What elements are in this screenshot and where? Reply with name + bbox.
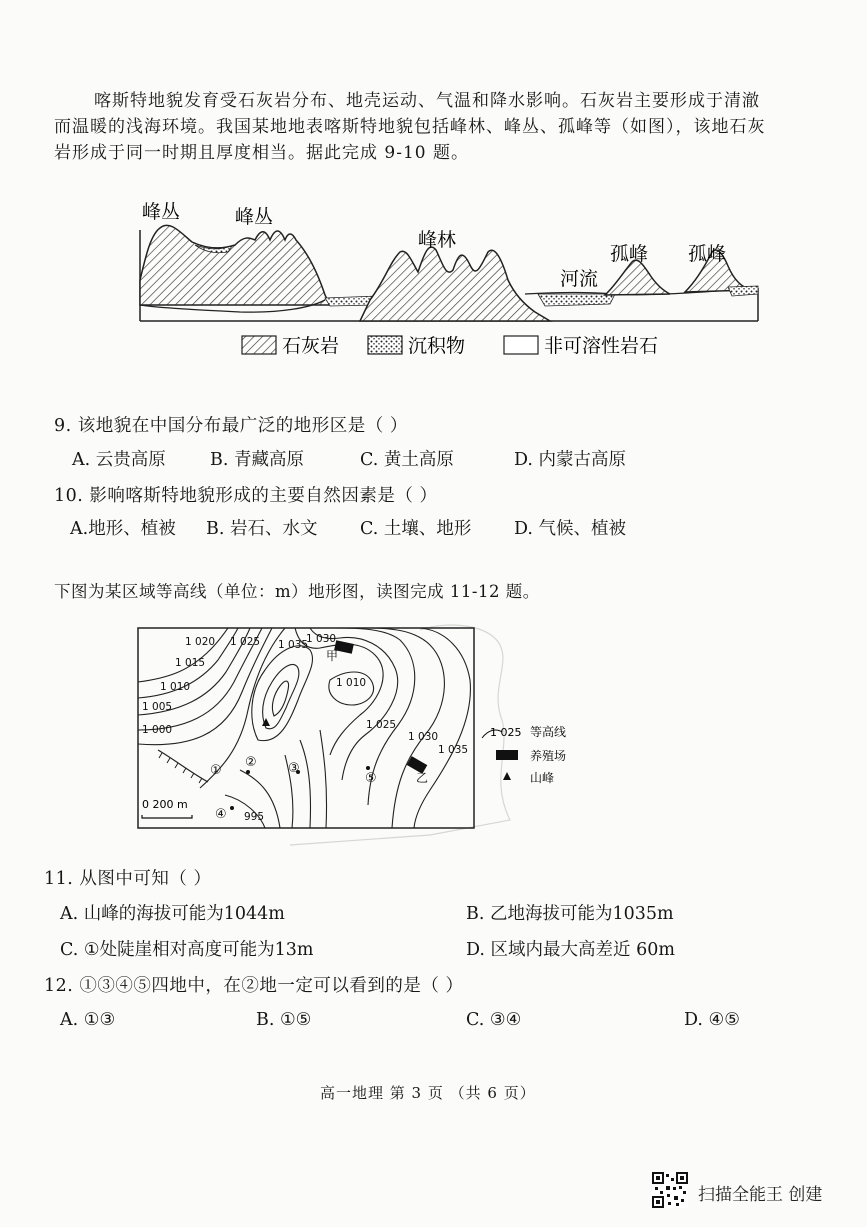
contour-label: 1 030 — [408, 731, 439, 743]
contour-label: 1 025 — [230, 636, 261, 648]
q9-option-d[interactable]: D. 内蒙古高原 — [514, 450, 627, 470]
point-3: ③ — [288, 761, 300, 776]
legend-limestone: 石灰岩 — [282, 335, 340, 357]
q11-option-a[interactable]: A. 山峰的海拔可能为1044m — [60, 904, 285, 924]
q10-option-d[interactable]: D. 气候、植被 — [514, 519, 627, 539]
q9-option-c[interactable]: C. 黄土高原 — [360, 450, 454, 470]
label-gufeng-1: 孤峰 — [610, 243, 649, 265]
contour-legend — [482, 724, 566, 785]
contour-label: 1 015 — [175, 657, 206, 669]
contour-label: 1 025 — [366, 719, 397, 731]
legend-peak-icon — [503, 772, 511, 780]
gufeng-1-limestone — [605, 260, 670, 295]
contour-label: 1 020 — [185, 636, 216, 648]
scale-bar — [142, 815, 192, 818]
intro-line-3: 岩形成于同一时期且厚度相当。据此完成 9-10 题。 — [54, 143, 469, 163]
q12-option-d[interactable]: D. ④⑤ — [684, 1010, 740, 1030]
legend-swatch-nonsoluble — [504, 336, 538, 354]
q11-option-b[interactable]: B. 乙地海拔可能为1035m — [466, 904, 674, 924]
intro-line-2: 而温暖的浅海环境。我国某地地表喀斯特地貌包括峰林、峰丛、孤峰等（如图），该地石灰 — [54, 117, 766, 137]
legend-contour-value: 1 025 — [490, 726, 522, 739]
q12-stem: 12. ①③④⑤四地中，在②地一定可以看到的是（ ） — [44, 976, 464, 996]
fenglin-limestone — [360, 247, 550, 321]
legend-farm-swatch — [496, 750, 518, 760]
intro-contour: 下图为某区域等高线（单位：m）地形图，读图完成 11-12 题。 — [54, 582, 540, 601]
contour-label: 1 005 — [142, 701, 173, 713]
scanner-watermark: 扫描全能王 创建 — [698, 1185, 823, 1205]
legend-swatch-sediment — [368, 336, 402, 354]
contour-label: 1 010 — [160, 681, 191, 693]
q11-stem: 11. 从图中可知（ ） — [44, 869, 212, 889]
point-5: ⑤ — [365, 771, 377, 786]
point-1: ① — [210, 763, 222, 778]
intro-paragraph — [54, 88, 814, 166]
q11-option-d[interactable]: D. 区域内最大高差近 60m — [466, 940, 675, 960]
label-river: 河流 — [560, 268, 599, 290]
point-4: ④ — [215, 807, 227, 822]
q12-option-b[interactable]: B. ①⑤ — [256, 1010, 312, 1030]
label-fengcong-2: 峰丛 — [235, 206, 274, 228]
q9-option-b[interactable]: B. 青藏高原 — [210, 450, 304, 470]
legend-peak: 山峰 — [530, 771, 555, 785]
contour-map — [130, 620, 600, 850]
q12-option-a[interactable]: A. ①③ — [60, 1010, 116, 1030]
q12-option-c[interactable]: C. ③④ — [466, 1010, 522, 1030]
q10-stem: 10. 影响喀斯特地貌形成的主要自然因素是（ ） — [54, 486, 438, 506]
scale-label: 0 200 m — [142, 798, 188, 811]
q11-option-c[interactable]: C. ①处陡崖相对高度可能为13m — [60, 940, 314, 960]
contour-label: 1 035 — [438, 744, 469, 756]
page-footer: 高一地理 第 3 页 （共 6 页） — [320, 1084, 536, 1102]
contour-label: 1 035 — [278, 639, 309, 651]
label-fenglin: 峰林 — [418, 229, 457, 251]
contour-label: 1 030 — [306, 633, 337, 645]
q10-option-b[interactable]: B. 岩石、水文 — [206, 519, 318, 539]
contour-label: 1 010 — [336, 677, 367, 689]
legend-contour: 等高线 — [530, 725, 567, 739]
label-gufeng-2: 孤峰 — [688, 243, 727, 265]
karst-profile-figure — [120, 190, 780, 370]
legend-sediment: 沉积物 — [408, 335, 466, 357]
legend-swatch-limestone — [242, 336, 276, 354]
q10-option-a[interactable]: A.地形、植被 — [70, 519, 176, 539]
q9-option-a[interactable]: A. 云贵高原 — [72, 450, 166, 470]
intro-line-1: 喀斯特地貌发育受石灰岩分布、地壳运动、气温和降水影响。石灰岩主要形成于清澈 — [94, 91, 760, 111]
legend-nonsoluble: 非可溶性岩石 — [544, 335, 659, 357]
q9-stem: 9. 该地貌在中国分布最广泛的地形区是（ ） — [54, 416, 408, 436]
q10-option-c[interactable]: C. 土壤、地形 — [360, 519, 472, 539]
label-yi: 乙 — [416, 771, 429, 785]
point-2: ② — [245, 755, 257, 770]
qr-code-icon — [652, 1172, 688, 1208]
legend-farm: 养殖场 — [530, 749, 567, 763]
label-fengcong-1: 峰丛 — [142, 201, 181, 223]
contour-label: 1 000 — [142, 724, 173, 736]
contour-label: 995 — [244, 811, 265, 823]
fengcong-limestone — [140, 225, 330, 305]
label-jia: 甲 — [326, 649, 339, 663]
